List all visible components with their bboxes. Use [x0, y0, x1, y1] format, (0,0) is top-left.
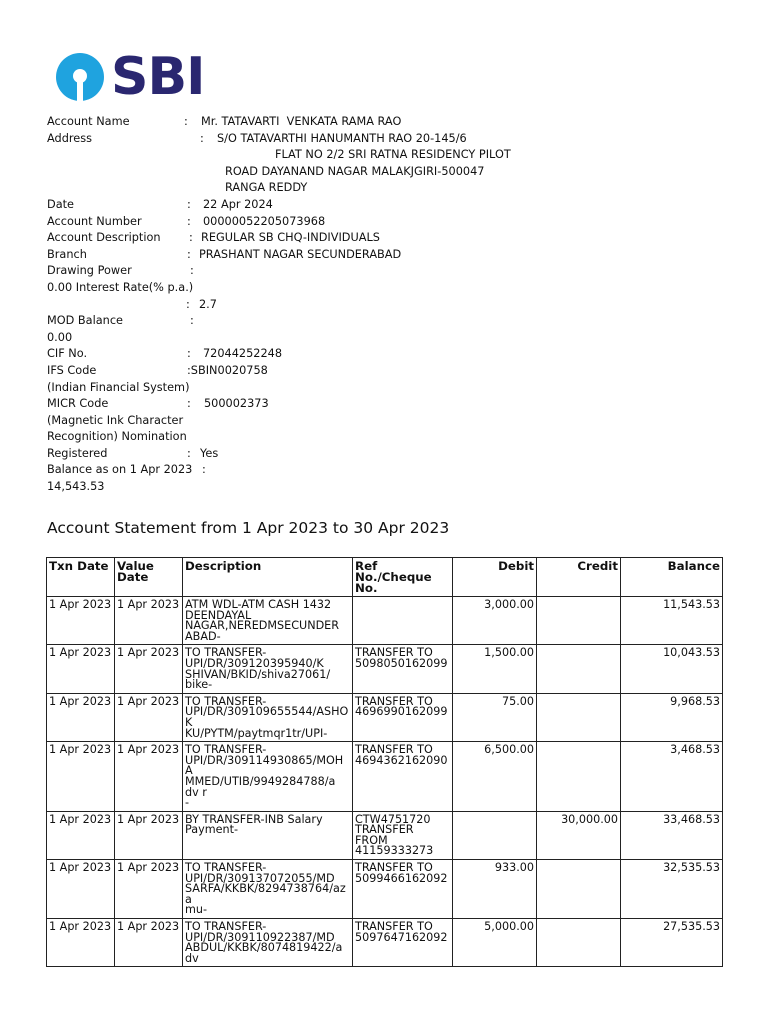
description: TO TRANSFER- UPI/DR/309120395940/K SHIVAN/BKID/shiva27061/ bike-: [183, 645, 353, 693]
value-date: 1 Apr 2023: [115, 919, 183, 967]
value-date: 1 Apr 2023: [115, 693, 183, 741]
statement-title: Account Statement from 1 Apr 2023 to 30 Apr 2023: [47, 519, 450, 537]
table-row: [47, 742, 723, 812]
credit: [537, 742, 621, 812]
address-line3: ROAD DAYANAND NAGAR MALAKJGIRI-500047: [225, 164, 485, 178]
date-label: Date: [47, 197, 75, 211]
txn-date: 1 Apr 2023: [47, 693, 115, 741]
header-credit: Credit: [537, 558, 621, 597]
sbi-logo-text: SBI: [111, 47, 205, 107]
header-description: Description: [183, 558, 353, 597]
txn-date: 1 Apr 2023: [47, 742, 115, 812]
credit: [537, 597, 621, 645]
ref-no: CTW4751720 TRANSFER FROM 41159333273: [353, 811, 453, 859]
description: TO TRANSFER- UPI/DR/309109655544/ASHO K KU/PYTM/paytmqr1tr/UPI-: [183, 693, 353, 741]
micr-note-line2: Recognition) Nomination: [47, 430, 187, 444]
debit: 75.00: [453, 693, 537, 741]
value-date: 1 Apr 2023: [115, 811, 183, 859]
account-number-label: Account Number: [47, 214, 142, 228]
credit: [537, 860, 621, 919]
header-debit: Debit: [453, 558, 537, 597]
debit: 5,000.00: [453, 919, 537, 967]
account-name-value: Mr. TATAVARTI VENKATA RAMA RAO: [201, 115, 402, 128]
ifs-note: (Indian Financial System): [47, 380, 190, 394]
balance-label: Balance as on 1 Apr 2023: [47, 463, 193, 477]
account-number-value: 00000052205073968: [203, 214, 326, 228]
header-txn-date: Txn Date: [47, 558, 115, 597]
table-row: [47, 645, 723, 693]
balance-value: 14,543.53: [47, 480, 105, 494]
account-name-label: Account Name: [47, 115, 130, 128]
table-row: [47, 597, 723, 645]
address-label: Address: [47, 131, 92, 145]
header-value-date: Value Date: [115, 558, 183, 597]
registered-label: Registered: [47, 446, 108, 460]
value-date: 1 Apr 2023: [115, 860, 183, 919]
credit: 30,000.00: [537, 811, 621, 859]
branch-label: Branch: [47, 247, 87, 261]
txn-date: 1 Apr 2023: [47, 645, 115, 693]
ref-no: TRANSFER TO 4694362162090: [353, 742, 453, 812]
account-description-value: REGULAR SB CHQ-INDIVIDUALS: [201, 231, 380, 245]
ifs-label: IFS Code: [47, 363, 97, 377]
drawing-power-value: 0.00 Interest Rate(% p.a.): [47, 280, 194, 294]
balance: 9,968.53: [621, 693, 723, 741]
micr-value: 500002373: [204, 397, 269, 411]
balance: 27,535.53: [621, 919, 723, 967]
address-line1: S/O TATAVARTHI HANUMANTH RAO 20-145/6: [217, 131, 467, 145]
table-row: [47, 811, 723, 859]
table-header-row: [47, 558, 723, 597]
micr-note-line1: (Magnetic Ink Character: [47, 413, 184, 427]
table-row: [47, 860, 723, 919]
credit: [537, 693, 621, 741]
txn-date: 1 Apr 2023: [47, 919, 115, 967]
ref-no: TRANSFER TO 5097647162092: [353, 919, 453, 967]
header-ref: Ref No./Cheque No.: [353, 558, 453, 597]
txn-date: 1 Apr 2023: [47, 860, 115, 919]
description: TO TRANSFER- UPI/DR/309137072055/MD SARFA/KKBK/8294738764/az a mu-: [183, 860, 353, 919]
debit: 1,500.00: [453, 645, 537, 693]
table-row: [47, 693, 723, 741]
balance: 3,468.53: [621, 742, 723, 812]
txn-date: 1 Apr 2023: [47, 597, 115, 645]
table-row: [47, 919, 723, 967]
ref-no: TRANSFER TO 4696990162099: [353, 693, 453, 741]
sbi-logo: [55, 47, 205, 107]
credit: [537, 645, 621, 693]
value-date: 1 Apr 2023: [115, 645, 183, 693]
ref-no: [353, 597, 453, 645]
mod-balance-label: MOD Balance: [47, 314, 123, 328]
debit: 6,500.00: [453, 742, 537, 812]
description: BY TRANSFER-INB Salary Payment-: [183, 811, 353, 859]
ifs-value: :SBIN0020758: [187, 363, 268, 377]
description: TO TRANSFER- UPI/DR/309110922387/MD ABDUL/KKBK/8074819422/a dv: [183, 919, 353, 967]
value-date: 1 Apr 2023: [115, 597, 183, 645]
description: ATM WDL-ATM CASH 1432 DEENDAYAL NAGAR,NEREDMSECUNDER ABAD-: [183, 597, 353, 645]
cif-label: CIF No.: [47, 347, 88, 361]
balance: 10,043.53: [621, 645, 723, 693]
date-value: 22 Apr 2024: [203, 197, 273, 211]
value-date: 1 Apr 2023: [115, 742, 183, 812]
registered-value: Yes: [200, 446, 219, 460]
credit: [537, 919, 621, 967]
sbi-keyhole-icon: [55, 52, 105, 102]
drawing-power-label: Drawing Power: [47, 264, 132, 278]
micr-label: MICR Code: [47, 397, 109, 411]
debit: 3,000.00: [453, 597, 537, 645]
balance: 11,543.53: [621, 597, 723, 645]
balance: 32,535.53: [621, 860, 723, 919]
ref-no: TRANSFER TO 5098050162099: [353, 645, 453, 693]
header-balance: Balance: [621, 558, 723, 597]
address-line4: RANGA REDDY: [225, 181, 308, 195]
ref-no: TRANSFER TO 5099466162092: [353, 860, 453, 919]
branch-value: PRASHANT NAGAR SECUNDERABAD: [199, 247, 402, 261]
address-line2: FLAT NO 2/2 SRI RATNA RESIDENCY PILOT: [275, 148, 511, 162]
interest-rate-value: 2.7: [199, 297, 217, 311]
cif-value: 72044252248: [203, 347, 283, 361]
mod-balance-value: 0.00: [47, 330, 73, 344]
balance: 33,468.53: [621, 811, 723, 859]
debit: 933.00: [453, 860, 537, 919]
statement-table: [46, 557, 723, 967]
account-description-label: Account Description: [47, 231, 161, 245]
debit: [453, 811, 537, 859]
txn-date: 1 Apr 2023: [47, 811, 115, 859]
description: TO TRANSFER- UPI/DR/309114930865/MOH A MMED/UTIB/9949284788/a dv r -: [183, 742, 353, 812]
